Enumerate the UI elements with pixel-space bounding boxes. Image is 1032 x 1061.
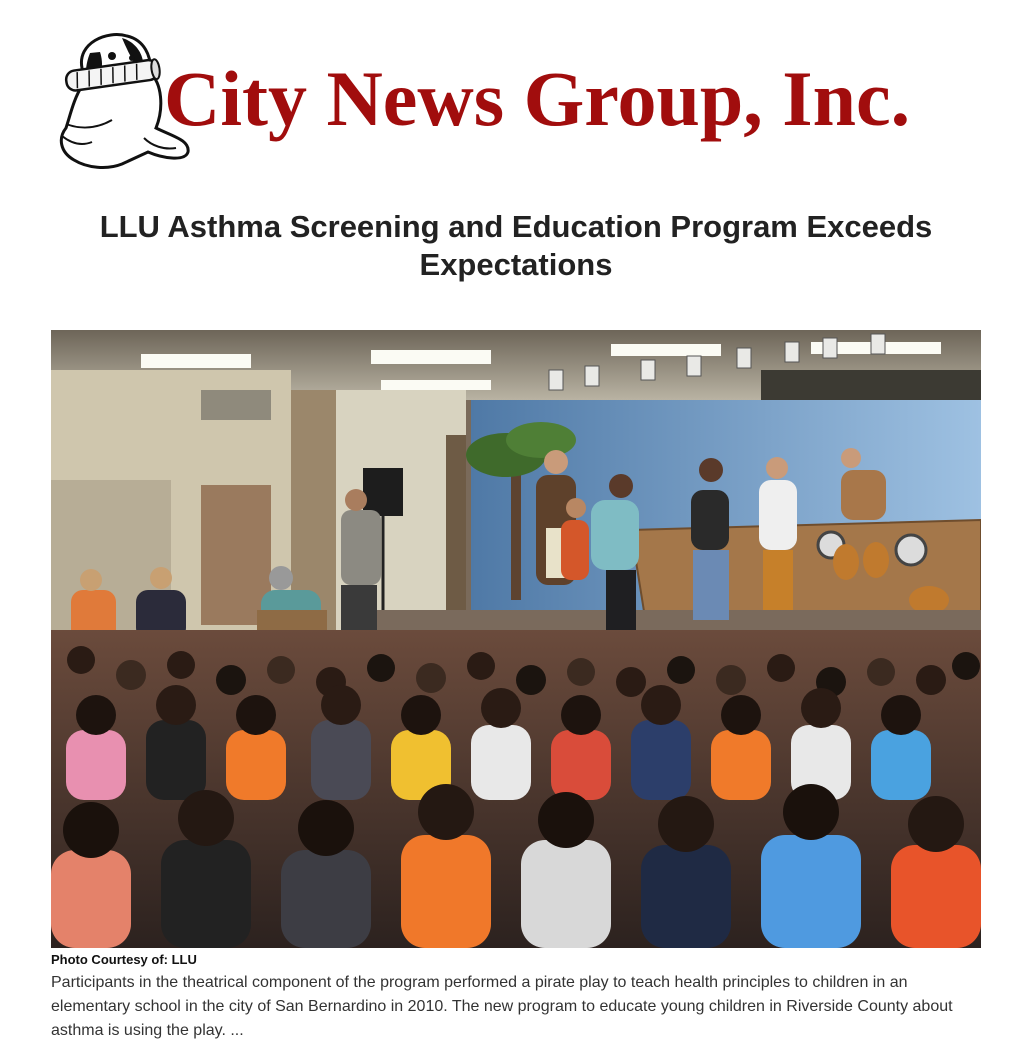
article-photo <box>51 330 981 948</box>
masthead[interactable] <box>52 28 982 176</box>
photo-caption: Participants in the theatrical component of the program performed a pirate play to teach health principles to children in an elementary school in the city of San Bernardino in 2010. The new program to educate young children in Riverside County about asthma is using the play. ... <box>51 974 953 1039</box>
publisher-wordmark[interactable]: City News Group, Inc. <box>164 55 911 142</box>
pirate-play-photo-illustration <box>51 330 981 948</box>
article-headline: LLU Asthma Screening and Education Program Exceeds Expectations <box>99 209 933 282</box>
photo-credit: Photo Courtesy of: LLU <box>51 952 197 967</box>
